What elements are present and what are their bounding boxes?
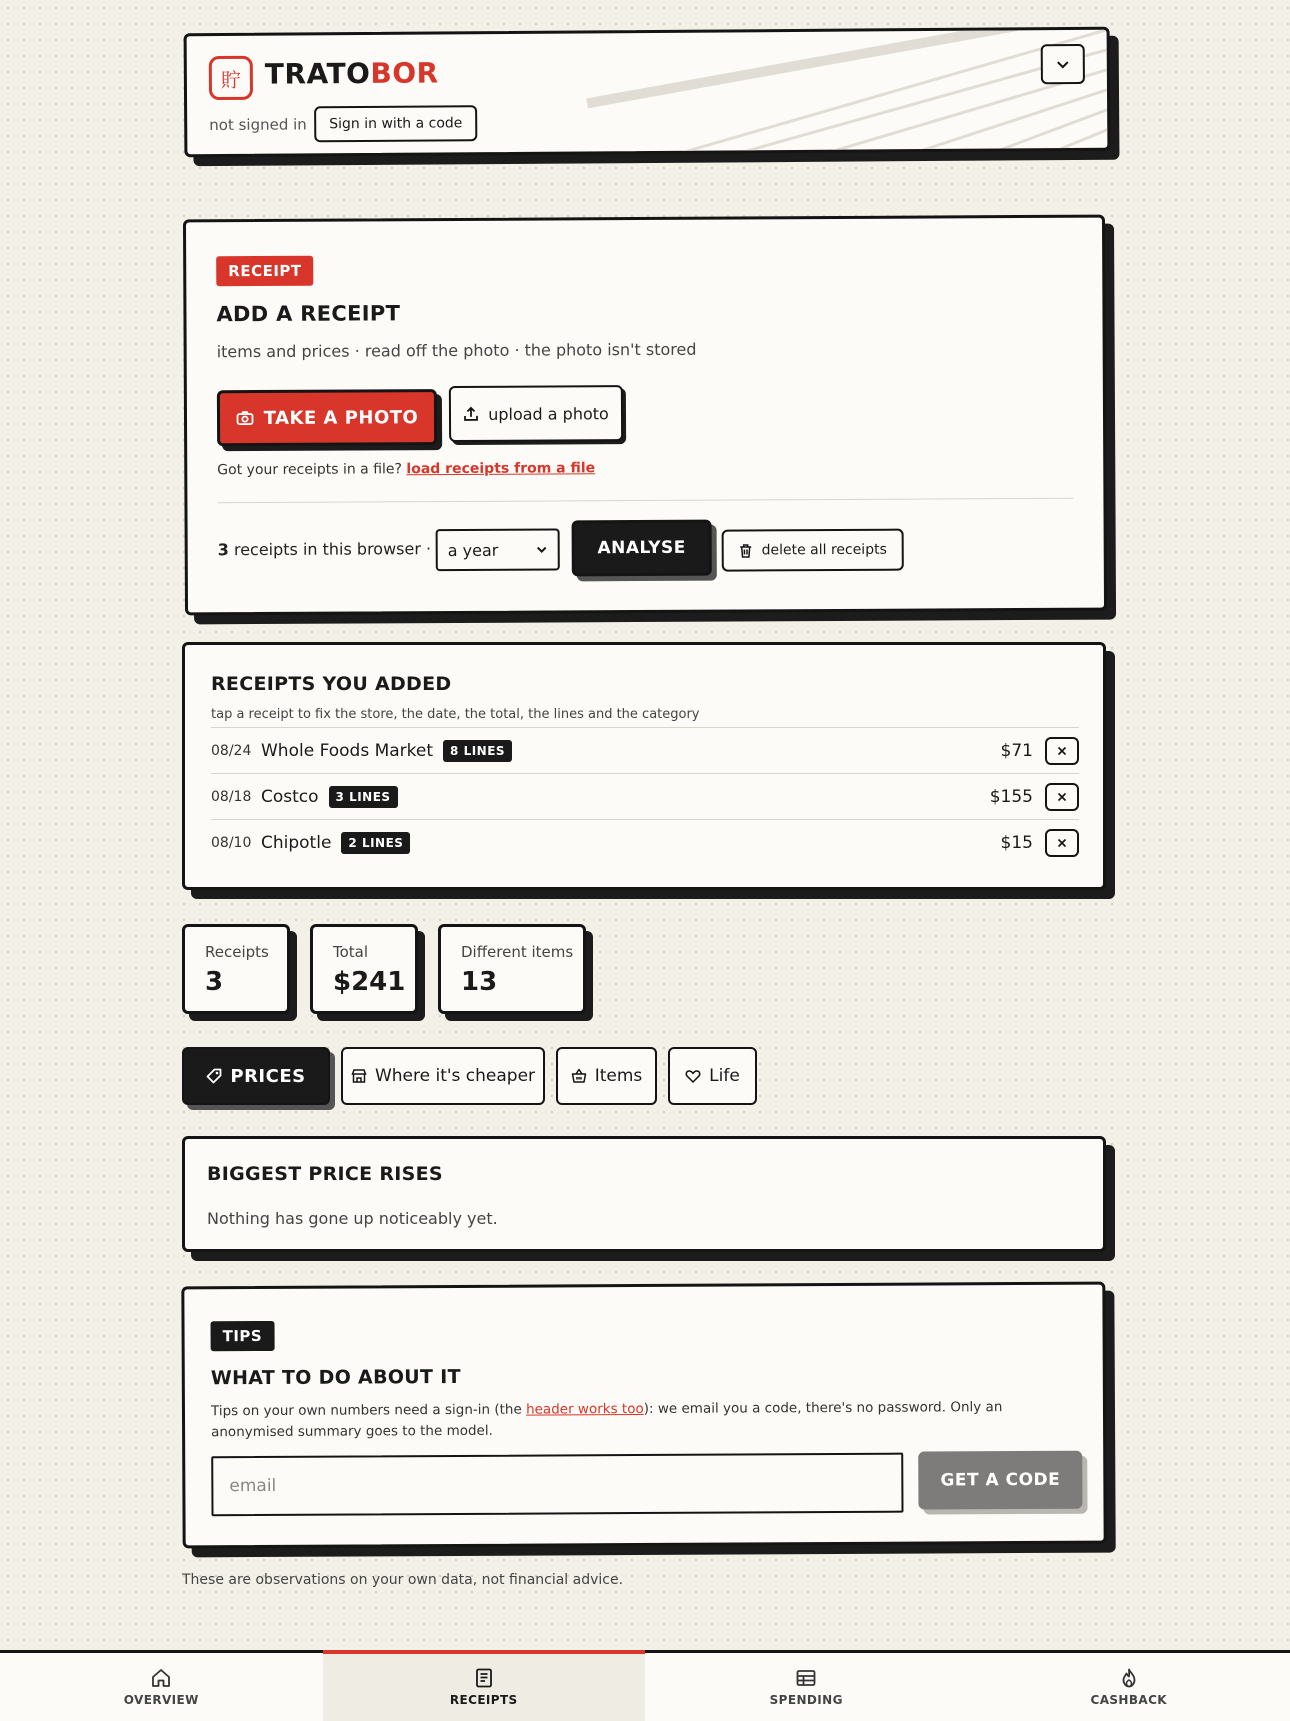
delete-all-label: delete all receipts: [761, 541, 887, 559]
tab-prices[interactable]: [182, 1047, 330, 1105]
receipts-list-hint: tap a receipt to fix the store, the date, the total, the lines and the category: [211, 707, 700, 722]
take-photo-label: TAKE A PHOTO: [263, 406, 419, 429]
file-import-line: [217, 460, 595, 478]
receipt-date: 08/24: [211, 742, 252, 759]
divider: [217, 498, 1073, 503]
receipt-store: Costco: [261, 786, 319, 807]
add-receipt-title: ADD A RECEIPT: [216, 301, 401, 327]
nav-label: SPENDING: [769, 1693, 843, 1707]
load-from-file-link[interactable]: load receipts from a file: [406, 460, 596, 478]
brand-name: [265, 56, 439, 90]
price-rises-text: Nothing has gone up noticeably yet.: [207, 1209, 498, 1228]
remove-receipt-button[interactable]: [1045, 829, 1079, 857]
add-receipt-subtitle: items and prices · read off the photo · the photo isn't stored: [216, 339, 697, 362]
tips-title: WHAT TO DO ABOUT IT: [210, 1365, 461, 1390]
tab-label: Where it's cheaper: [374, 1066, 536, 1086]
tips-text: [211, 1397, 1079, 1444]
logo: [209, 56, 253, 100]
upload-photo-button[interactable]: [449, 385, 623, 442]
tab-label: Life: [709, 1066, 740, 1086]
add-receipt-card: [183, 215, 1107, 616]
stat-total: [310, 924, 418, 1014]
receipt-amount: $15: [1000, 832, 1033, 853]
close-icon: [1057, 792, 1067, 802]
tips-text-after: ): we email you a code, there's no password. Only an anonymised summary goes to the model.: [211, 1399, 1003, 1441]
stat-different-items: [438, 924, 586, 1014]
receipt-store: Chipotle: [261, 832, 332, 853]
header-card: [184, 27, 1111, 157]
receipt-date: 08/10: [211, 834, 252, 851]
receipt-store: Whole Foods Market: [261, 740, 434, 761]
receipt-count: 3: [217, 540, 229, 560]
nav-cashback[interactable]: [968, 1653, 1290, 1721]
stat-receipts: [182, 924, 290, 1014]
trash-icon: [739, 543, 753, 558]
stat-label: Total: [333, 943, 369, 961]
remove-receipt-button[interactable]: [1045, 783, 1079, 811]
basket-icon: [571, 1068, 587, 1084]
chevron-down-icon: [1055, 56, 1071, 72]
remove-receipt-button[interactable]: [1045, 737, 1079, 765]
receipt-count-suffix: receipts in this browser ·: [233, 539, 432, 560]
nav-receipts[interactable]: [323, 1653, 646, 1721]
close-icon: [1057, 838, 1067, 848]
decorative-stripes: [547, 30, 1108, 157]
heart-icon: [685, 1068, 701, 1084]
chevron-down-icon: [536, 544, 548, 556]
receipt-icon: [473, 1667, 495, 1689]
brand-part1: TRATO: [264, 56, 371, 91]
receipt-count-line: [218, 539, 431, 559]
store-icon: [351, 1068, 367, 1084]
receipt-amount: $155: [989, 786, 1033, 807]
period-select[interactable]: [436, 528, 560, 571]
receipts-list-card: [182, 642, 1106, 890]
receipts-list-title: RECEIPTS YOU ADDED: [211, 673, 452, 695]
receipt-date: 08/18: [211, 788, 252, 805]
get-code-button[interactable]: GET A CODE: [918, 1451, 1082, 1510]
header-works-too-link[interactable]: header works too: [526, 1401, 644, 1418]
nav-overview[interactable]: [0, 1653, 323, 1721]
tab-where-cheaper[interactable]: [341, 1047, 545, 1105]
delete-all-receipts-button[interactable]: [722, 529, 904, 572]
line-count-badge: 2 LINES: [341, 832, 410, 854]
line-count-badge: 8 LINES: [443, 740, 512, 762]
tab-life[interactable]: [668, 1047, 757, 1105]
take-photo-button[interactable]: [217, 389, 437, 446]
brand-part2: BOR: [370, 56, 439, 90]
receipts-list: [211, 727, 1079, 865]
tab-label: Items: [594, 1066, 643, 1086]
sign-in-button[interactable]: Sign in with a code: [314, 105, 477, 142]
file-prompt: Got your receipts in a file?: [217, 461, 402, 479]
stat-value: 3: [205, 967, 224, 997]
upload-photo-label: upload a photo: [488, 403, 609, 424]
analyse-button[interactable]: ANALYSE: [572, 520, 712, 577]
sign-in-status: not signed in: [209, 115, 307, 135]
flame-icon: [1118, 1667, 1140, 1689]
stat-label: Receipts: [205, 943, 269, 961]
nav-label: RECEIPTS: [449, 1693, 518, 1707]
period-selected: a year: [447, 540, 499, 560]
stat-label: Different items: [461, 943, 574, 961]
home-icon: [150, 1667, 172, 1689]
receipt-amount: $71: [1000, 740, 1033, 761]
receipt-row[interactable]: [211, 727, 1079, 773]
tips-tag: TIPS: [211, 1321, 275, 1351]
receipt-tag: RECEIPT: [216, 256, 314, 287]
stat-value: 13: [461, 967, 498, 997]
logo-glyph: 貯: [220, 67, 241, 92]
email-field[interactable]: [211, 1453, 903, 1517]
disclaimer: These are observations on your own data, not financial advice.: [182, 1572, 624, 1588]
receipt-row[interactable]: [211, 819, 1079, 865]
nav-spending[interactable]: [645, 1653, 968, 1721]
price-rises-title: BIGGEST PRICE RISES: [207, 1163, 443, 1185]
tag-icon: [206, 1068, 222, 1084]
receipt-row[interactable]: [211, 773, 1079, 819]
table-icon: [795, 1667, 817, 1689]
bottom-nav: [0, 1650, 1290, 1721]
tips-text-before: Tips on your own numbers need a sign-in (the: [210, 1401, 527, 1420]
stat-value: $241: [333, 967, 406, 997]
upload-icon: [463, 406, 479, 422]
tips-card: [181, 1282, 1106, 1549]
camera-icon: [236, 410, 254, 426]
price-rises-card: [182, 1136, 1106, 1252]
menu-toggle-button[interactable]: [1041, 44, 1085, 84]
close-icon: [1057, 746, 1067, 756]
tab-label: PRICES: [230, 1065, 306, 1087]
line-count-badge: 3 LINES: [329, 786, 398, 808]
tab-items[interactable]: [556, 1047, 657, 1105]
nav-label: CASHBACK: [1090, 1693, 1168, 1707]
nav-label: OVERVIEW: [123, 1693, 199, 1707]
